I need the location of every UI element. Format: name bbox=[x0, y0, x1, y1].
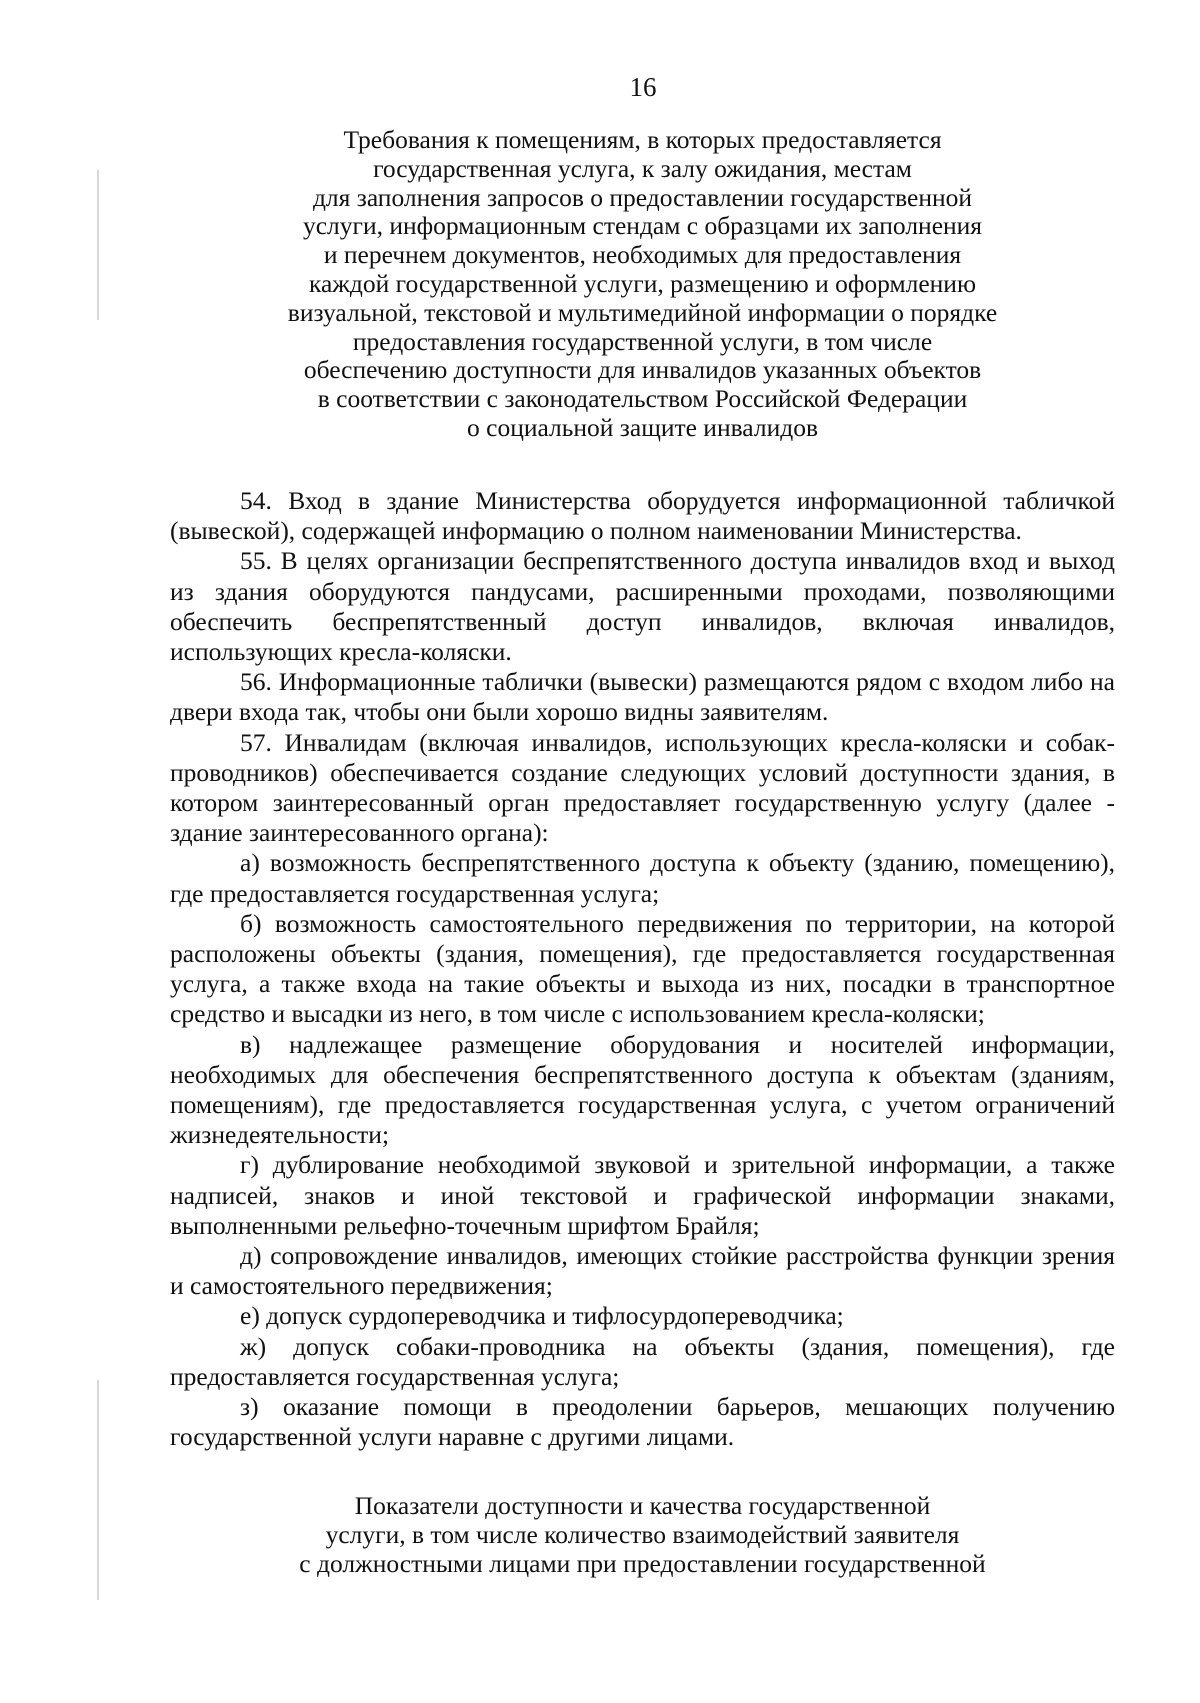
body-text bbox=[170, 486, 1115, 1453]
heading-line: предоставления государственной услуги, в том числе bbox=[352, 326, 933, 356]
heading-line: Требования к помещениям, в которых предоставляется bbox=[343, 125, 942, 154]
heading-line: услуги, в том числе количество взаимодействий заявителя bbox=[325, 1519, 960, 1549]
list-item-d: д) сопровождение инвалидов, имеющих стойкие расстройства функции зрения и самостоятельного передвижения; bbox=[170, 1241, 1115, 1301]
list-item-e: е) допуск сурдопереводчика и тифлосурдопереводчика; bbox=[240, 1301, 844, 1331]
heading-line: для заполнения запросов о предоставлении государственной bbox=[312, 182, 973, 212]
list-item-zh: ж) допуск собаки-проводника на объекты (здания, помещения), где предоставляется государственная услуга; bbox=[170, 1331, 1115, 1391]
heading-line: о социальной защите инвалидов bbox=[467, 412, 818, 442]
heading-line: государственная услуга, к залу ожидания, местам bbox=[373, 153, 912, 183]
list-item-a: а) возможность беспрепятственного доступа к объекту (зданию, помещению), где предоставляется государственная услуга; bbox=[170, 848, 1115, 908]
heading-line: каждой государственной услуги, размещению и оформлению bbox=[308, 268, 977, 298]
heading-line: визуальной, текстовой и мультимедийной информации о порядке bbox=[287, 297, 998, 327]
list-item-z: з) оказание помощи в преодолении барьеров, мешающих получению государственной услуги наравне с другими лицами. bbox=[170, 1392, 1115, 1452]
heading-line: обеспечению доступности для инвалидов указанных объектов bbox=[303, 355, 982, 385]
heading-line: Показатели доступности и качества государственной bbox=[354, 1491, 931, 1520]
list-item-g: г) дублирование необходимой звуковой и зрительной информации, а также надписей, знаков и иной текстовой и графической информации знаками, выполненными рельефно-точечным шрифтом Брайля; bbox=[170, 1150, 1115, 1240]
scan-artifact bbox=[97, 1380, 99, 1600]
heading-line: и перечнем документов, необходимых для предоставления bbox=[323, 240, 962, 270]
heading-line: в соответствии с законодательством Российской Федерации bbox=[317, 384, 968, 414]
paragraph-54: 54. Вход в здание Министерства оборудуется информационной табличкой (вывеской), содержащей информацию о полном наименовании Министерства. bbox=[170, 486, 1115, 546]
page-number: 16 bbox=[629, 72, 657, 102]
paragraph-57: 57. Инвалидам (включая инвалидов, использующих кресла-коляски и собак-проводников) обеспечивается создание следующих условий доступности здания, в котором заинтересованный орган предоставляет государственную услугу (далее - здание заинтересованного органа): bbox=[170, 727, 1115, 848]
list-item-v: в) надлежащее размещение оборудования и носителей информации, необходимых для обеспечения беспрепятственного доступа к объектам (зданиям, помещениям), где предоставляется государственная услуга, с учетом ограничений жизнедеятельности; bbox=[170, 1029, 1115, 1150]
paragraph-56: 56. Информационные таблички (вывески) размещаются рядом с входом либо на двери входа так, чтобы они были хорошо видны заявителям. bbox=[170, 667, 1115, 727]
section-heading-premises-requirements bbox=[250, 126, 1035, 443]
paragraph-55: 55. В целях организации беспрепятственного доступа инвалидов вход и выход из здания оборудуются пандусами, расширенными проходами, позволяющими обеспечить беспрепятственный доступ инвалидов, включая инвалидов, использующих кресла-коляски. bbox=[170, 546, 1115, 667]
scan-artifact bbox=[97, 170, 99, 320]
list-item-b: б) возможность самостоятельного передвижения по территории, на которой расположены объекты (здания, помещения), где предоставляется государственная услуга, а также входа на такие объекты и выхода из них, посадки в транспортное средство и высадки из него, в том числе с использованием кресла-коляски; bbox=[170, 908, 1115, 1029]
heading-line: с должностными лицами при предоставлении государственной bbox=[299, 1548, 986, 1578]
heading-line: услуги, информационным стендам с образцами их заполнения bbox=[302, 211, 983, 241]
section-heading-accessibility-indicators bbox=[250, 1492, 1035, 1578]
